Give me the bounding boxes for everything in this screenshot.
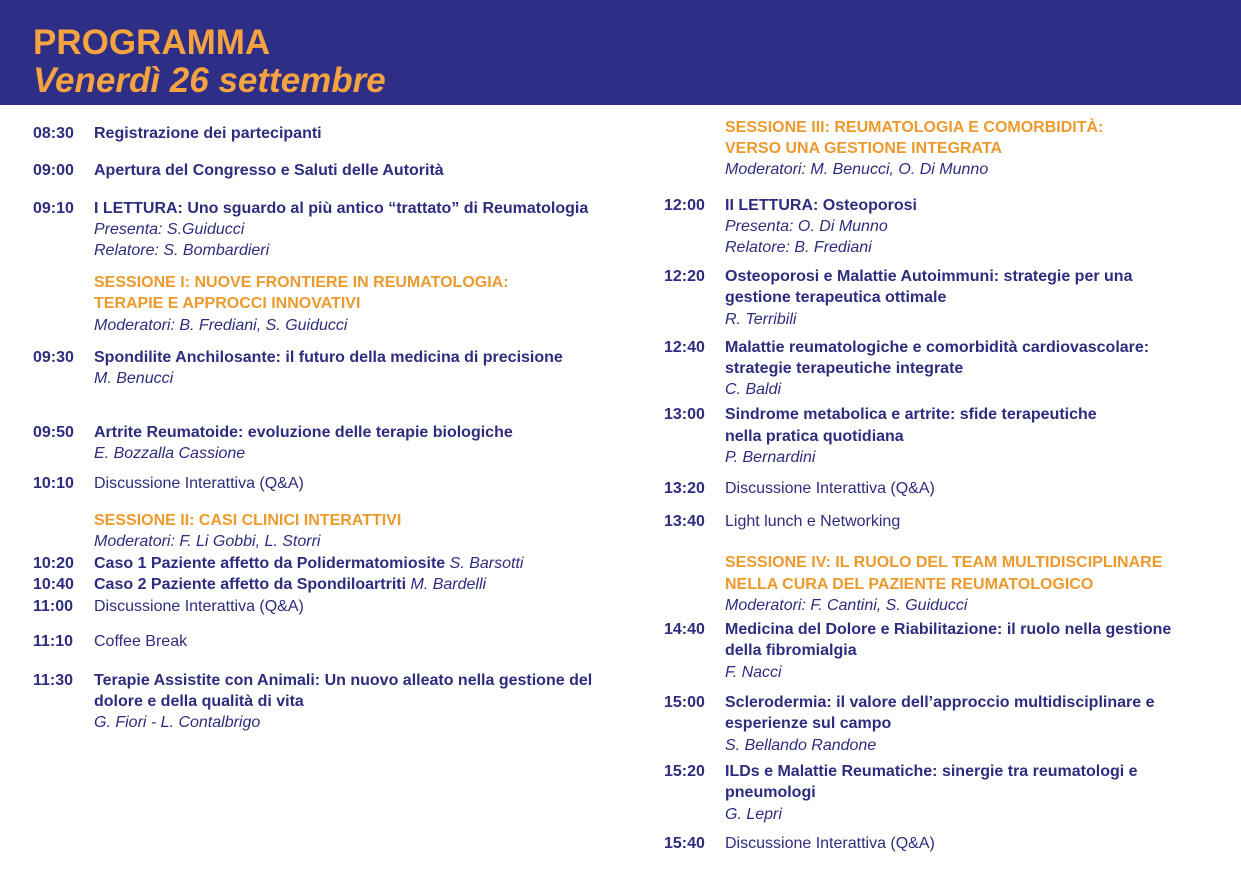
schedule-event-title: esperienze sul campo xyxy=(725,715,892,732)
speaker-name: F. Nacci xyxy=(725,664,782,681)
schedule-time: 10:20 xyxy=(33,555,74,572)
schedule-time: 09:10 xyxy=(33,200,74,217)
schedule-event-title: Apertura del Congresso e Saluti delle Autorità xyxy=(94,162,444,179)
schedule-event-title: Registrazione dei partecipanti xyxy=(94,125,322,142)
schedule-event-title: Light lunch e Networking xyxy=(725,513,901,530)
schedule-event-title: Coffee Break xyxy=(94,633,188,650)
schedule-event-title: Artrite Reumatoide: evoluzione delle terapie biologiche xyxy=(94,424,513,441)
session-title: NELLA CURA DEL PAZIENTE REUMATOLOGICO xyxy=(725,576,1094,593)
schedule-event-title: Caso 2 Paziente affetto da Spondiloartriti xyxy=(94,576,407,593)
session-title: SESSIONE III: REUMATOLOGIA E COMORBIDITÀ: xyxy=(725,119,1104,136)
schedule-time: 13:40 xyxy=(664,513,705,530)
schedule-time: 09:30 xyxy=(33,349,74,366)
speaker-name: P. Bernardini xyxy=(725,449,816,466)
schedule-time: 09:50 xyxy=(33,424,74,441)
schedule-time: 13:20 xyxy=(664,480,705,497)
schedule-event-title: II LETTURA: Osteoporosi xyxy=(725,197,917,214)
schedule-event-title: Discussione Interattiva (Q&A) xyxy=(725,835,935,852)
schedule-event-title: nella pratica quotidiana xyxy=(725,428,904,445)
speaker-name: R. Terribili xyxy=(725,311,797,328)
schedule-time: 13:00 xyxy=(664,406,705,423)
speaker-name: E. Bozzalla Cassione xyxy=(94,445,246,462)
schedule-event-title: Discussione Interattiva (Q&A) xyxy=(94,475,304,492)
schedule-event-title: Discussione Interattiva (Q&A) xyxy=(94,598,304,615)
schedule-time: 15:00 xyxy=(664,694,705,711)
schedule-event-title: pneumologi xyxy=(725,784,816,801)
session-title: VERSO UNA GESTIONE INTEGRATA xyxy=(725,140,1003,157)
session-moderators: Moderatori: F. Li Gobbi, L. Storri xyxy=(94,533,321,550)
schedule-event-title: gestione terapeutica ottimale xyxy=(725,289,947,306)
session-moderators: Moderatori: B. Frediani, S. Guiducci xyxy=(94,317,348,334)
schedule-event-title: Discussione Interattiva (Q&A) xyxy=(725,480,935,497)
schedule-event-title: Medicina del Dolore e Riabilitazione: il ruolo nella gestione xyxy=(725,621,1172,638)
speaker-name: S. Barsotti xyxy=(449,555,524,572)
schedule-time: 11:10 xyxy=(33,633,74,650)
speaker-name: Relatore: B. Frediani xyxy=(725,239,872,256)
speaker-name: M. Bardelli xyxy=(410,576,487,593)
speaker-name: G. Fiori - L. Contalbrigo xyxy=(94,714,261,731)
session-title: SESSIONE IV: IL RUOLO DEL TEAM MULTIDISCIPLINARE xyxy=(725,554,1163,571)
schedule-time: 11:00 xyxy=(33,598,74,615)
speaker-name: S. Bellando Randone xyxy=(725,737,877,754)
presenter-name: Presenta: O. Di Munno xyxy=(725,218,888,235)
session-moderators: Moderatori: F. Cantini, S. Guiducci xyxy=(725,597,968,614)
schedule-event-title: della fibromialgia xyxy=(725,642,857,659)
speaker-name: C. Baldi xyxy=(725,381,782,398)
schedule-event-title: I LETTURA: Uno sguardo al più antico “trattato” di Reumatologia xyxy=(94,200,589,217)
schedule-event-row xyxy=(94,574,486,595)
session-title: TERAPIE E APPROCCI INNOVATIVI xyxy=(94,295,361,312)
schedule-time: 12:00 xyxy=(664,197,705,214)
schedule-event-title: Malattie reumatologiche e comorbidità cardiovascolare: xyxy=(725,339,1150,356)
schedule-time: 12:40 xyxy=(664,339,705,356)
session-title: SESSIONE II: CASI CLINICI INTERATTIVI xyxy=(94,512,402,529)
schedule-event-title: Sindrome metabolica e artrite: sfide terapeutiche xyxy=(725,406,1097,423)
page-header xyxy=(0,0,1241,105)
page-subtitle: Venerdì 26 settembre xyxy=(33,61,386,100)
schedule-event-title: strategie terapeutiche integrate xyxy=(725,360,964,377)
schedule-time: 12:20 xyxy=(664,268,705,285)
schedule-event-title: Sclerodermia: il valore dell’approccio multidisciplinare e xyxy=(725,694,1155,711)
speaker-name: Relatore: S. Bombardieri xyxy=(94,242,270,259)
schedule-time: 08:30 xyxy=(33,125,74,142)
presenter-name: Presenta: S.Guiducci xyxy=(94,221,245,238)
page-title: PROGRAMMA xyxy=(33,23,271,62)
schedule-time: 11:30 xyxy=(33,672,74,689)
speaker-name: M. Benucci xyxy=(94,370,174,387)
schedule-time: 09:00 xyxy=(33,162,74,179)
session-title: SESSIONE I: NUOVE FRONTIERE IN REUMATOLOGIA: xyxy=(94,274,509,291)
schedule-event-title: Spondilite Anchilosante: il futuro della medicina di precisione xyxy=(94,349,563,366)
schedule-time: 10:10 xyxy=(33,475,74,492)
schedule-time: 15:20 xyxy=(664,763,705,780)
schedule-time: 14:40 xyxy=(664,621,705,638)
speaker-name: G. Lepri xyxy=(725,806,782,823)
schedule-event-title: Osteoporosi e Malattie Autoimmuni: strategie per una xyxy=(725,268,1133,285)
schedule-event-title: ILDs e Malattie Reumatiche: sinergie tra reumatologi e xyxy=(725,763,1138,780)
schedule-time: 10:40 xyxy=(33,576,74,593)
schedule-event-title: dolore e della qualità di vita xyxy=(94,693,304,710)
schedule-time: 15:40 xyxy=(664,835,705,852)
schedule-event-title: Terapie Assistite con Animali: Un nuovo alleato nella gestione del xyxy=(94,672,593,689)
session-moderators: Moderatori: M. Benucci, O. Di Munno xyxy=(725,161,989,178)
schedule-event-row xyxy=(94,553,523,574)
schedule-event-title: Caso 1 Paziente affetto da Polidermatomiosite xyxy=(94,555,446,572)
